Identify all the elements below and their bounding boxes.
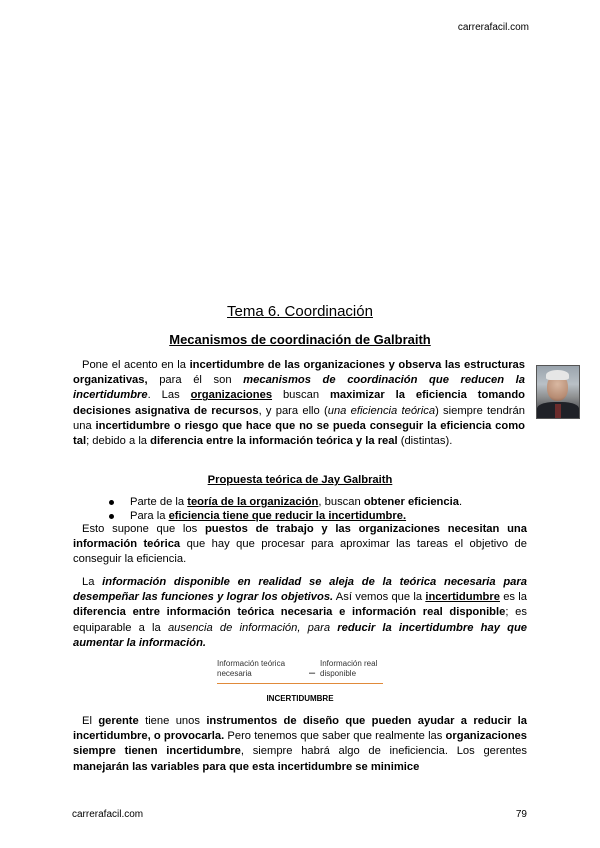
uncertainty-formula [217,659,385,687]
paragraph-intro: Pone el acento en la incertidumbre de las organizaciones y observa las estructuras organizativas, para él son mecanismos de coordinación que reducen la incertidumbre. Las organizaciones buscan maximizar la eficiencia tomando decisiones asignativa de recursos, y para ello (una eficiencia teórica) siempre tendrán una incertidumbre o riesgo que hace que no se pueda conseguir la eficiencia como tal; debido a la diferencia entre la información teórica y la real (distintas). [73,359,526,448]
footer-site: carrerafacil.com [72,809,144,820]
portrait-tie [555,404,561,418]
formula-right-term: Información real disponible [320,659,378,678]
list-item: Para la eficiencia tiene que reducir la incertidumbre. [109,509,529,523]
formula-divider [217,683,383,684]
section-subtitle: Mecanismos de coordinación de Galbraith [169,332,431,347]
section-title-galbraith: Propuesta teórica de Jay Galbraith [207,474,393,486]
page-header: carrerafacil.com [457,22,529,33]
formula-minus: – [309,667,316,679]
list-item: Parte de la teoría de la organización, buscan obtener eficiencia. [109,495,529,509]
paragraph-informacion: La información disponible en realidad se aleja de la teórica necesaria para desempeñar las funciones y lograr los objetivos. Así vemos que la incertidumbre es la diferencia entre información teórica necesaria e información real disponible; es equiparable a la ausencia de información, para reducir la incertidumbre hay que aumentar la información. [73,576,527,649]
paragraph-puestos: Esto supone que los puestos de trabajo y las organizaciones necesitan una información teórica que hay que procesar para aproximar las tareas el objetivo de conseguir la eficiencia. [73,523,527,566]
bullet-list [109,495,529,523]
portrait-hair [546,370,569,380]
formula-left-term: Información teórica necesaria [217,659,286,678]
galbraith-portrait [536,365,580,419]
page-title: Tema 6. Coordinación [227,303,373,320]
formula-result-label: INCERTIDUMBRE [266,694,334,703]
page-number: 79 [515,809,527,820]
paragraph-gerente: El gerente tiene unos instrumentos de diseño que pueden ayudar a reducir la incertidumbre, o provocarla. Pero tenemos que saber que realmente las organizaciones siempre tienen incertidumbre, siempre habrá algo de ineficiencia. Los gerentes manejarán las variables para que esta incertidumbre se minimice [73,715,527,773]
